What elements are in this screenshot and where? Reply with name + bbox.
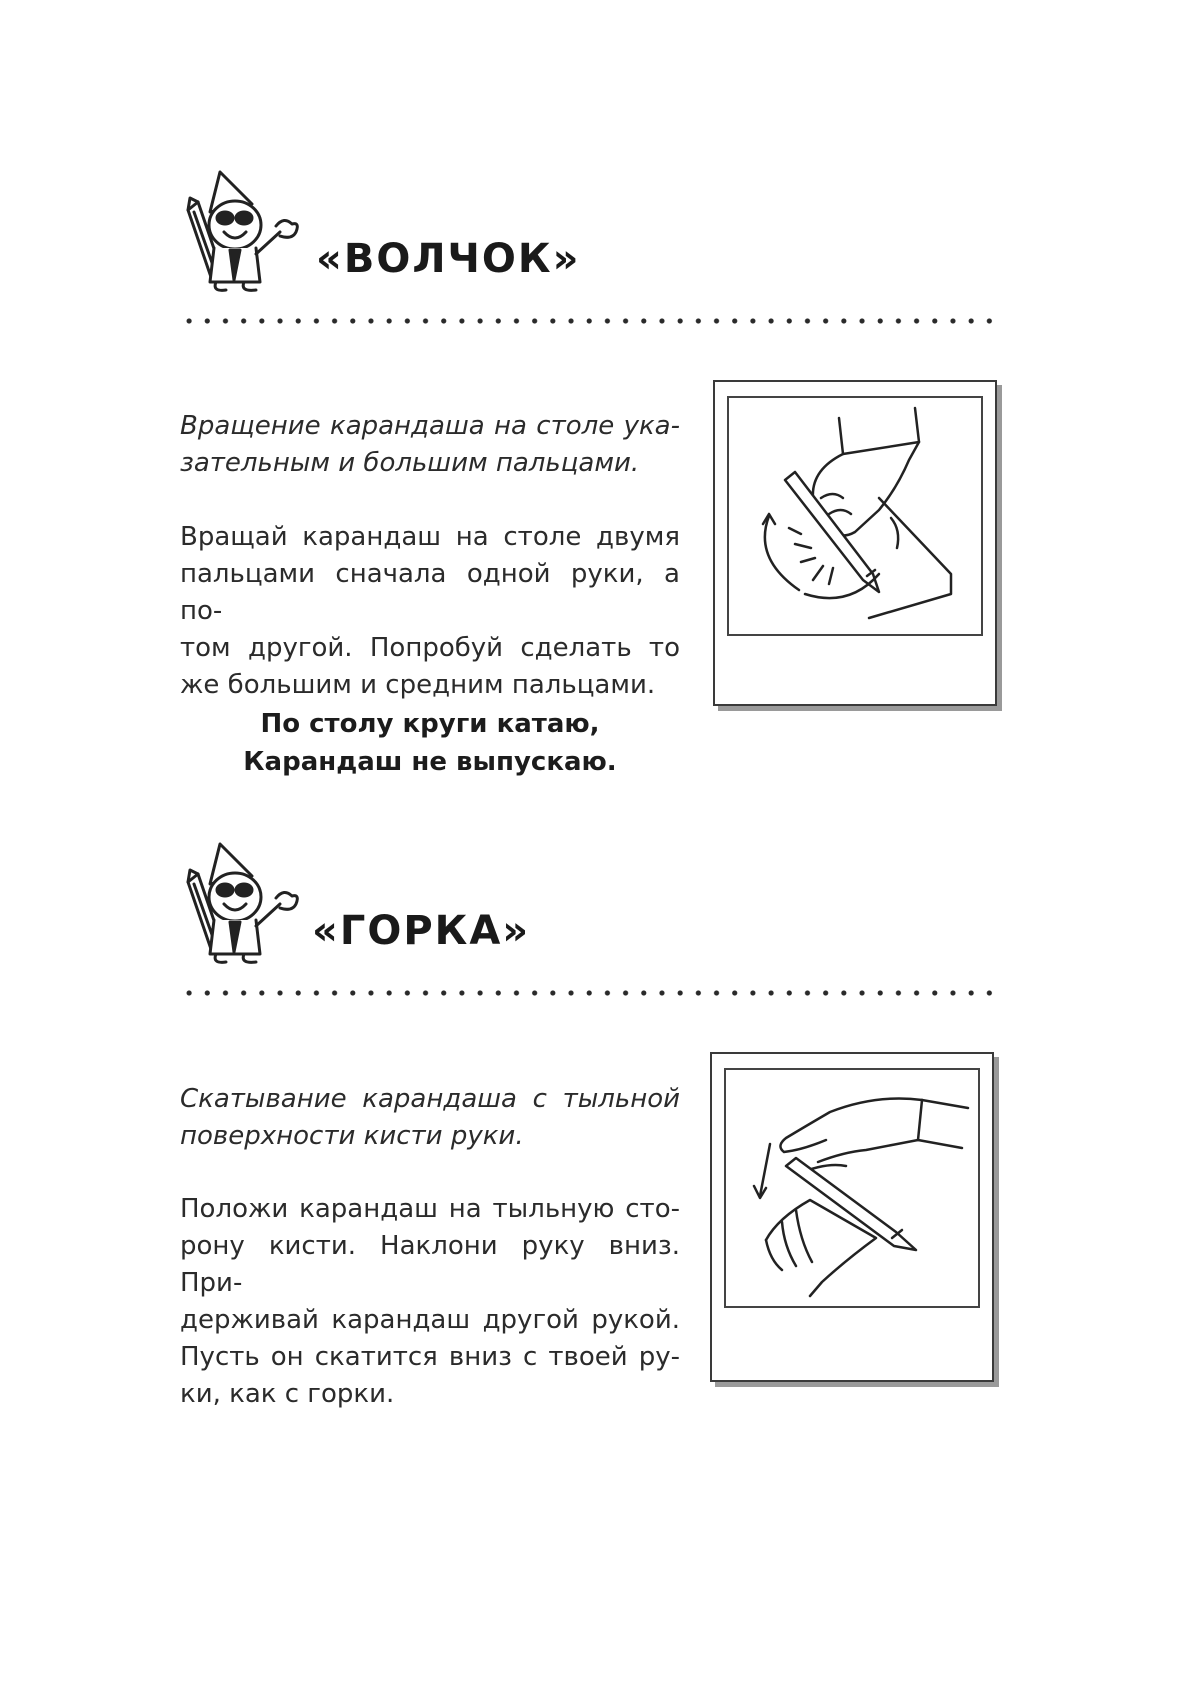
instruction-line: том другой. Попробуй сделать то <box>180 633 680 663</box>
exercise-subtitle <box>180 1081 680 1155</box>
dotted-divider <box>180 990 1000 996</box>
instruction-line: пальцами сначала одной руки, а по- <box>180 559 680 626</box>
instruction-line: держивай карандаш другой рукой. <box>180 1305 680 1335</box>
instruction-line: же большим и средним пальцами. <box>180 670 656 700</box>
instruction-line: Положи карандаш на тыльную сто- <box>180 1194 680 1224</box>
instruction-line: Вращай карандаш на столе двумя <box>180 522 680 552</box>
instruction-line: ки, как с горки. <box>180 1379 395 1409</box>
exercise-instructions <box>180 1191 680 1413</box>
instruction-line: рону кисти. Наклони руку вниз. При- <box>180 1231 680 1298</box>
exercise-title: «ГОРКА» <box>312 908 531 954</box>
pencil-mascot-icon <box>180 842 305 967</box>
subtitle-line: поверхности кисти руки. <box>180 1121 524 1151</box>
pencil-rolling-off-hand-illustration <box>726 1070 978 1306</box>
illustration-frame <box>710 1052 994 1382</box>
instruction-line: Пусть он скатится вниз с твоей ру- <box>180 1342 680 1372</box>
subtitle-line: Скатывание карандаша с тыльной <box>180 1084 680 1114</box>
illustration-box <box>724 1068 980 1308</box>
rhyme-line: По столу круги катаю, <box>260 709 600 739</box>
exercise-title: «ВОЛЧОК» <box>316 236 581 282</box>
subtitle-line: Вращение карандаша на столе ука- <box>180 411 680 441</box>
subtitle-line: зательным и большим пальцами. <box>180 448 640 478</box>
rhyme-line: Карандаш не выпускаю. <box>243 747 617 777</box>
